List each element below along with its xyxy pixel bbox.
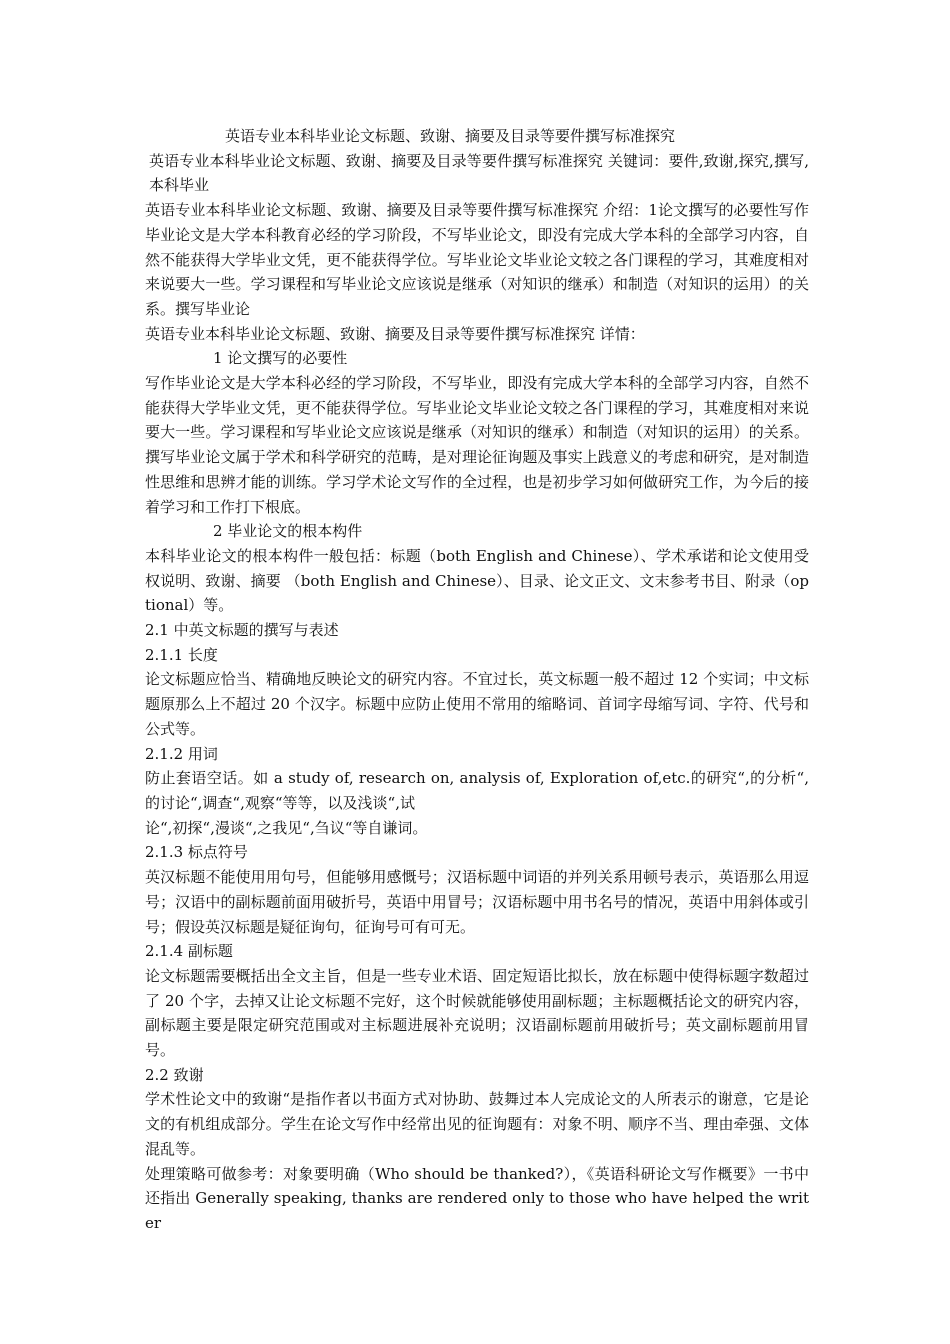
section-2-1-3-heading: 2.1.3 标点符号 <box>145 843 248 862</box>
section-2-1-1-heading: 2.1.1 长度 <box>145 645 218 664</box>
details-line: 英语专业本科毕业论文标题、致谢、摘要及目录等要件撰写标准探究 详情： <box>145 324 645 343</box>
section-2-1-2-body-a: 防止套语空话。如 a study of, research on, analysis of, Exploration of,etc.的研究“,的分析“,的讨论“,调查“,观察“等等，以及浅谈“,试 <box>145 769 809 812</box>
section-1-heading: 1 论文撰写的必要性 <box>213 349 348 368</box>
section-2-1-4-heading: 2.1.4 副标题 <box>145 942 233 961</box>
section-2-2-body-2: 处理策略可做参考：对象要明确（Who should be thanked?），《英语科研论文写作概要》一书中还指出 Generally speaking, thanks are rendered only to those who have helped the writer <box>145 1164 809 1232</box>
section-2-2-body: 学术性论文中的致谢“是指作者以书面方式对协助、鼓舞过本人完成论文的人所表示的谢意，它是论文的有机组成部分。学生在论文写作中经常出见的征询题有：对象不明、顺序不当、理由牵强、文体混乱等。 <box>145 1090 809 1158</box>
section-2-1-2-heading: 2.1.2 用词 <box>145 744 218 763</box>
section-1-body: 写作毕业论文是大学本科必经的学习阶段，不写毕业，即没有完成大学本科的全部学习内容，自然不能获得大学毕业文凭，更不能获得学位。写毕业论文毕业论文较之各门课程的学习，其难度相对来说要大一些。学习课程和写毕业论文应该说是继承（对知识的继承）和制造（对知识的运用）的关系。撰写毕业论文属于学术和科学研究的范畴，是对理论征询题及事实上践意义的考虑和研究，是对制造性思维和思辨才能的训练。学习学术论文写作的全过程，也是初步学习如何做研究工作，为今后的接着学习和工作打下根底。 <box>145 374 809 516</box>
section-2-2-heading: 2.2 致谢 <box>145 1065 204 1084</box>
keywords-paragraph: 英语专业本科毕业论文标题、致谢、摘要及目录等要件撰写标准探究 关键词：要件,致谢,探究,撰写,本科毕业 <box>149 151 809 195</box>
section-2-heading: 2 毕业论文的根本构件 <box>213 522 363 541</box>
section-2-1-3-body: 英汉标题不能使用用句号，但能够用感慨号；汉语标题中词语的并列关系用顿号表示，英语那么用逗号；汉语中的副标题前面用破折号，英语中用冒号；汉语标题中用书名号的情况，英语中用斜体或引号；假设英汉标题是疑征询句，征询号可有可无。 <box>145 868 809 936</box>
section-2-1-4-body: 论文标题需要概括出全文主旨，但是一些专业术语、固定短语比拟长，放在标题中使得标题字数超过了 20 个字，去掉又让论文标题不完好，这个时候就能够使用副标题；主标题概括论文的研究内容，副标题主要是限定研究范围或对主标题进展补充说明；汉语副标题前用破折号；英文副标题前用冒号。 <box>145 966 809 1060</box>
section-2-1-heading: 2.1 中英文标题的撰写与表述 <box>145 621 339 640</box>
document-page <box>145 124 809 1236</box>
intro-paragraph: 英语专业本科毕业论文标题、致谢、摘要及目录等要件撰写标准探究 介绍：1论文撰写的必要性写作毕业论文是大学本科教育必经的学习阶段，不写毕业论文，即没有完成大学本科的全部学习内容，自然不能获得大学毕业文凭，更不能获得学位。写毕业论文毕业论文较之各门课程的学习，其难度相对来说要大一些。学习课程和写毕业论文应该说是继承（对知识的继承）和制造（对知识的运用）的关系。撰写毕业论 <box>145 201 809 318</box>
section-2-1-2-body-b: 论“,初探“,漫谈“,之我见“,刍议“等自谦词。 <box>145 818 428 837</box>
section-2-1-1-body: 论文标题应恰当、精确地反映论文的研究内容。不宜过长，英文标题一般不超过 12 个实词；中文标题原那么上不超过 20 个汉字。标题中应防止使用不常用的缩略词、首词字母缩写词、字符、代号和公式等。 <box>145 670 809 738</box>
section-2-body: 本科毕业论文的根本构件一般包括：标题（both English and Chinese）、学术承诺和论文使用受权说明、致谢、摘要 （both English and Chinese）、目录、论文正文、文末参考书目、附录（optional）等。 <box>145 546 809 615</box>
document-title: 英语专业本科毕业论文标题、致谢、摘要及目录等要件撰写标准探究 <box>225 127 676 145</box>
